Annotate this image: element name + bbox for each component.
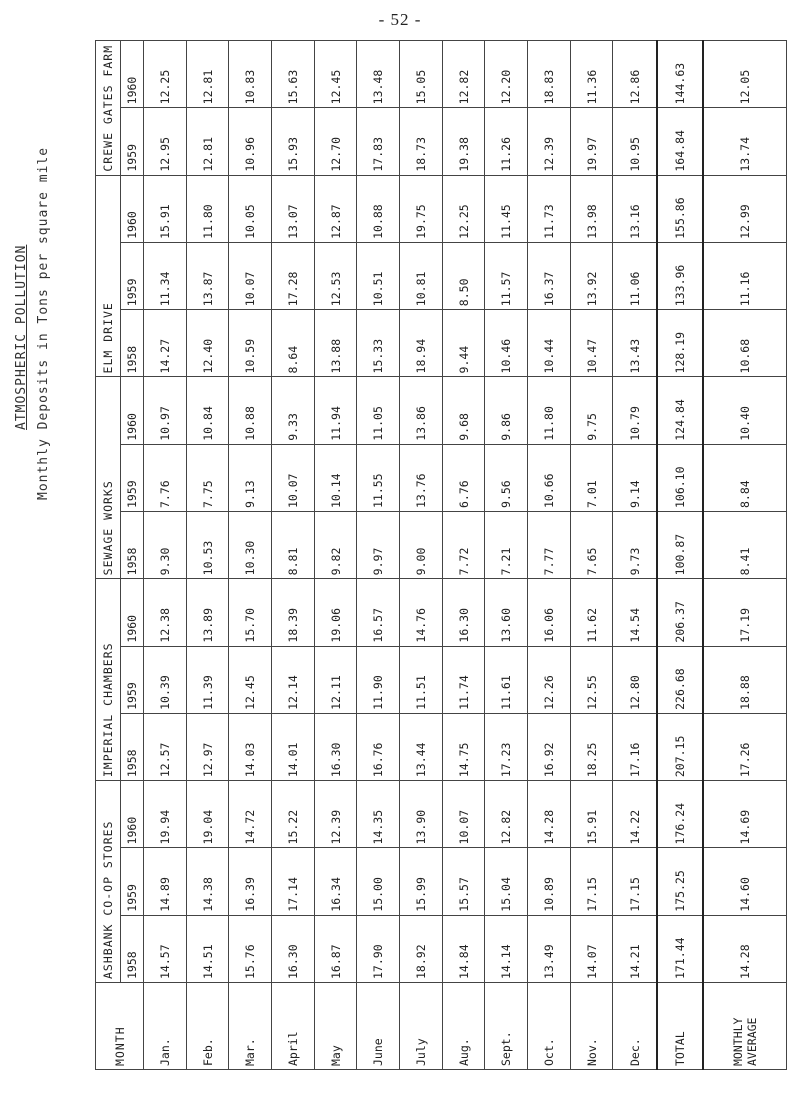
value-cell: 9.68 bbox=[442, 377, 485, 444]
value-cell: 18.83 bbox=[528, 41, 571, 108]
table-row bbox=[186, 41, 229, 1070]
value-cell: 14.14 bbox=[485, 915, 528, 982]
value-cell: 13.87 bbox=[186, 242, 229, 309]
value-cell: 12.55 bbox=[570, 646, 613, 713]
value-cell: 18.73 bbox=[400, 108, 443, 175]
value-cell: 13.90 bbox=[400, 781, 443, 848]
value-cell: 12.39 bbox=[314, 781, 357, 848]
value-cell: 14.89 bbox=[144, 848, 187, 915]
value-cell: 17.83 bbox=[357, 108, 400, 175]
value-cell: 11.26 bbox=[485, 108, 528, 175]
group-header-imperial: IMPERIAL CHAMBERS bbox=[96, 579, 121, 781]
value-cell: 16.34 bbox=[314, 848, 357, 915]
average-row-value: 14.69 bbox=[703, 781, 787, 848]
value-cell: 18.92 bbox=[400, 915, 443, 982]
average-row-value: 14.60 bbox=[703, 848, 787, 915]
value-cell: 11.94 bbox=[314, 377, 357, 444]
value-cell: 12.82 bbox=[442, 41, 485, 108]
month-cell: Nov. bbox=[570, 983, 613, 1070]
value-cell: 16.06 bbox=[528, 579, 571, 646]
value-cell: 12.11 bbox=[314, 646, 357, 713]
value-cell: 13.49 bbox=[528, 915, 571, 982]
value-cell: 9.30 bbox=[144, 512, 187, 579]
month-cell: July bbox=[400, 983, 443, 1070]
value-cell: 19.06 bbox=[314, 579, 357, 646]
total-row-value: 164.84 bbox=[657, 108, 703, 175]
value-cell: 13.60 bbox=[485, 579, 528, 646]
value-cell: 13.48 bbox=[357, 41, 400, 108]
value-cell: 14.76 bbox=[400, 579, 443, 646]
value-cell: 9.13 bbox=[229, 444, 272, 511]
value-cell: 10.47 bbox=[570, 310, 613, 377]
value-cell: 13.76 bbox=[400, 444, 443, 511]
value-cell: 12.53 bbox=[314, 242, 357, 309]
value-cell: 9.73 bbox=[613, 512, 657, 579]
value-cell: 13.92 bbox=[570, 242, 613, 309]
table-row bbox=[400, 41, 443, 1070]
value-cell: 6.76 bbox=[442, 444, 485, 511]
total-row-value: 100.87 bbox=[657, 512, 703, 579]
table-row bbox=[528, 41, 571, 1070]
month-cell: Feb. bbox=[186, 983, 229, 1070]
value-cell: 15.63 bbox=[272, 41, 315, 108]
total-row-value: 128.19 bbox=[657, 310, 703, 377]
value-cell: 19.94 bbox=[144, 781, 187, 848]
average-row-value: 17.26 bbox=[703, 713, 787, 780]
year-header: 1959 bbox=[121, 848, 144, 915]
value-cell: 14.07 bbox=[570, 915, 613, 982]
value-cell: 14.28 bbox=[528, 781, 571, 848]
year-header: 1958 bbox=[121, 713, 144, 780]
value-cell: 15.99 bbox=[400, 848, 443, 915]
value-cell: 14.35 bbox=[357, 781, 400, 848]
value-cell: 11.06 bbox=[613, 242, 657, 309]
year-header: 1958 bbox=[121, 512, 144, 579]
value-cell: 8.64 bbox=[272, 310, 315, 377]
group-header-crewe: CREWE GATES FARM bbox=[96, 41, 121, 176]
value-cell: 13.98 bbox=[570, 175, 613, 242]
value-cell: 12.25 bbox=[144, 41, 187, 108]
value-cell: 10.89 bbox=[528, 848, 571, 915]
total-row bbox=[657, 41, 703, 1070]
value-cell: 8.81 bbox=[272, 512, 315, 579]
value-cell: 16.30 bbox=[272, 915, 315, 982]
table-body bbox=[144, 41, 787, 1070]
value-cell: 10.79 bbox=[613, 377, 657, 444]
average-row-value: 8.41 bbox=[703, 512, 787, 579]
value-cell: 16.37 bbox=[528, 242, 571, 309]
value-cell: 14.51 bbox=[186, 915, 229, 982]
total-row-label: TOTAL bbox=[657, 983, 703, 1070]
month-cell: June bbox=[357, 983, 400, 1070]
value-cell: 11.36 bbox=[570, 41, 613, 108]
value-cell: 9.14 bbox=[613, 444, 657, 511]
month-cell: May bbox=[314, 983, 357, 1070]
value-cell: 10.84 bbox=[186, 377, 229, 444]
value-cell: 16.87 bbox=[314, 915, 357, 982]
value-cell: 19.38 bbox=[442, 108, 485, 175]
year-header: 1960 bbox=[121, 377, 144, 444]
value-cell: 19.75 bbox=[400, 175, 443, 242]
value-cell: 12.82 bbox=[485, 781, 528, 848]
value-cell: 15.04 bbox=[485, 848, 528, 915]
value-cell: 10.14 bbox=[314, 444, 357, 511]
value-cell: 19.97 bbox=[570, 108, 613, 175]
value-cell: 17.23 bbox=[485, 713, 528, 780]
value-cell: 10.30 bbox=[229, 512, 272, 579]
total-row-value: 176.24 bbox=[657, 781, 703, 848]
month-cell: Aug. bbox=[442, 983, 485, 1070]
group-header-elm: ELM DRIVE bbox=[96, 175, 121, 377]
value-cell: 11.57 bbox=[485, 242, 528, 309]
value-cell: 15.57 bbox=[442, 848, 485, 915]
value-cell: 10.05 bbox=[229, 175, 272, 242]
value-cell: 9.82 bbox=[314, 512, 357, 579]
deposits-table bbox=[95, 40, 787, 1070]
value-cell: 7.65 bbox=[570, 512, 613, 579]
year-header: 1959 bbox=[121, 242, 144, 309]
value-cell: 10.07 bbox=[442, 781, 485, 848]
value-cell: 17.15 bbox=[570, 848, 613, 915]
value-cell: 12.81 bbox=[186, 41, 229, 108]
value-cell: 11.90 bbox=[357, 646, 400, 713]
value-cell: 16.57 bbox=[357, 579, 400, 646]
value-cell: 9.75 bbox=[570, 377, 613, 444]
value-cell: 11.74 bbox=[442, 646, 485, 713]
value-cell: 15.91 bbox=[570, 781, 613, 848]
value-cell: 16.92 bbox=[528, 713, 571, 780]
table-row bbox=[570, 41, 613, 1070]
value-cell: 12.14 bbox=[272, 646, 315, 713]
value-cell: 10.88 bbox=[357, 175, 400, 242]
value-cell: 15.70 bbox=[229, 579, 272, 646]
value-cell: 14.72 bbox=[229, 781, 272, 848]
total-row-value: 207.15 bbox=[657, 713, 703, 780]
average-row-value: 12.99 bbox=[703, 175, 787, 242]
value-cell: 14.84 bbox=[442, 915, 485, 982]
year-header: 1958 bbox=[121, 915, 144, 982]
value-cell: 11.51 bbox=[400, 646, 443, 713]
value-cell: 11.80 bbox=[186, 175, 229, 242]
average-row-value: 8.84 bbox=[703, 444, 787, 511]
value-cell: 17.28 bbox=[272, 242, 315, 309]
value-cell: 13.88 bbox=[314, 310, 357, 377]
total-row-value: 175.25 bbox=[657, 848, 703, 915]
value-cell: 11.55 bbox=[357, 444, 400, 511]
value-cell: 7.77 bbox=[528, 512, 571, 579]
value-cell: 9.00 bbox=[400, 512, 443, 579]
value-cell: 7.01 bbox=[570, 444, 613, 511]
month-cell: April bbox=[272, 983, 315, 1070]
table-row bbox=[314, 41, 357, 1070]
year-header: 1959 bbox=[121, 444, 144, 511]
month-cell: Oct. bbox=[528, 983, 571, 1070]
average-row-label: MONTHLY AVERAGE bbox=[703, 983, 787, 1070]
value-cell: 13.07 bbox=[272, 175, 315, 242]
value-cell: 9.44 bbox=[442, 310, 485, 377]
value-cell: 16.39 bbox=[229, 848, 272, 915]
value-cell: 10.59 bbox=[229, 310, 272, 377]
value-cell: 12.25 bbox=[442, 175, 485, 242]
value-cell: 15.76 bbox=[229, 915, 272, 982]
average-row bbox=[703, 41, 787, 1070]
year-header: 1959 bbox=[121, 108, 144, 175]
value-cell: 15.22 bbox=[272, 781, 315, 848]
average-row-value: 10.68 bbox=[703, 310, 787, 377]
side-titles bbox=[10, 0, 80, 1100]
value-cell: 16.30 bbox=[442, 579, 485, 646]
average-row-value: 18.88 bbox=[703, 646, 787, 713]
table-row bbox=[357, 41, 400, 1070]
value-cell: 12.45 bbox=[229, 646, 272, 713]
total-row-value: 133.96 bbox=[657, 242, 703, 309]
value-cell: 10.07 bbox=[229, 242, 272, 309]
value-cell: 10.39 bbox=[144, 646, 187, 713]
year-header: 1958 bbox=[121, 310, 144, 377]
value-cell: 10.96 bbox=[229, 108, 272, 175]
average-row-value: 10.40 bbox=[703, 377, 787, 444]
value-cell: 14.03 bbox=[229, 713, 272, 780]
value-cell: 14.54 bbox=[613, 579, 657, 646]
value-cell: 7.76 bbox=[144, 444, 187, 511]
value-cell: 12.80 bbox=[613, 646, 657, 713]
average-row-value: 17.19 bbox=[703, 579, 787, 646]
value-cell: 12.20 bbox=[485, 41, 528, 108]
total-row-value: 226.68 bbox=[657, 646, 703, 713]
year-header: 1960 bbox=[121, 781, 144, 848]
group-header-sewage: SEWAGE WORKS bbox=[96, 377, 121, 579]
value-cell: 15.00 bbox=[357, 848, 400, 915]
value-cell: 17.15 bbox=[613, 848, 657, 915]
value-cell: 7.72 bbox=[442, 512, 485, 579]
page-number: - 52 - bbox=[378, 10, 422, 29]
total-row-value: 155.86 bbox=[657, 175, 703, 242]
value-cell: 10.81 bbox=[400, 242, 443, 309]
value-cell: 15.91 bbox=[144, 175, 187, 242]
year-header: 1960 bbox=[121, 175, 144, 242]
group-header-ashbank: ASHBANK CO-OP STORES bbox=[96, 781, 121, 983]
value-cell: 15.33 bbox=[357, 310, 400, 377]
value-cell: 18.39 bbox=[272, 579, 315, 646]
value-cell: 12.26 bbox=[528, 646, 571, 713]
month-cell: Jan. bbox=[144, 983, 187, 1070]
value-cell: 14.21 bbox=[613, 915, 657, 982]
document-title: ATMOSPHERIC POLLUTION bbox=[14, 244, 29, 430]
value-cell: 10.44 bbox=[528, 310, 571, 377]
total-row-value: 171.44 bbox=[657, 915, 703, 982]
value-cell: 12.70 bbox=[314, 108, 357, 175]
value-cell: 14.22 bbox=[613, 781, 657, 848]
value-cell: 14.01 bbox=[272, 713, 315, 780]
table-row bbox=[144, 41, 187, 1070]
value-cell: 11.62 bbox=[570, 579, 613, 646]
average-row-value: 11.16 bbox=[703, 242, 787, 309]
year-header: 1960 bbox=[121, 41, 144, 108]
total-row-value: 206.37 bbox=[657, 579, 703, 646]
value-cell: 9.86 bbox=[485, 377, 528, 444]
value-cell: 12.39 bbox=[528, 108, 571, 175]
month-header: MONTH bbox=[96, 983, 144, 1070]
value-cell: 11.61 bbox=[485, 646, 528, 713]
value-cell: 10.51 bbox=[357, 242, 400, 309]
total-row-value: 144.63 bbox=[657, 41, 703, 108]
value-cell: 10.46 bbox=[485, 310, 528, 377]
value-cell: 10.83 bbox=[229, 41, 272, 108]
value-cell: 13.16 bbox=[613, 175, 657, 242]
value-cell: 12.57 bbox=[144, 713, 187, 780]
value-cell: 19.04 bbox=[186, 781, 229, 848]
value-cell: 10.66 bbox=[528, 444, 571, 511]
value-cell: 11.73 bbox=[528, 175, 571, 242]
value-cell: 7.21 bbox=[485, 512, 528, 579]
value-cell: 11.05 bbox=[357, 377, 400, 444]
value-cell: 18.94 bbox=[400, 310, 443, 377]
value-cell: 10.07 bbox=[272, 444, 315, 511]
value-cell: 13.44 bbox=[400, 713, 443, 780]
value-cell: 18.25 bbox=[570, 713, 613, 780]
value-cell: 9.56 bbox=[485, 444, 528, 511]
value-cell: 10.95 bbox=[613, 108, 657, 175]
year-header: 1960 bbox=[121, 579, 144, 646]
value-cell: 15.05 bbox=[400, 41, 443, 108]
month-cell: Sept. bbox=[485, 983, 528, 1070]
value-cell: 10.97 bbox=[144, 377, 187, 444]
value-cell: 13.86 bbox=[400, 377, 443, 444]
average-row-value: 14.28 bbox=[703, 915, 787, 982]
value-cell: 16.76 bbox=[357, 713, 400, 780]
value-cell: 17.14 bbox=[272, 848, 315, 915]
value-cell: 10.88 bbox=[229, 377, 272, 444]
document-subtitle: Monthly Deposits in Tons per square mile bbox=[36, 146, 51, 500]
value-cell: 11.80 bbox=[528, 377, 571, 444]
value-cell: 12.87 bbox=[314, 175, 357, 242]
table-row bbox=[485, 41, 528, 1070]
value-cell: 14.75 bbox=[442, 713, 485, 780]
value-cell: 12.81 bbox=[186, 108, 229, 175]
value-cell: 8.50 bbox=[442, 242, 485, 309]
value-cell: 14.38 bbox=[186, 848, 229, 915]
total-row-value: 124.84 bbox=[657, 377, 703, 444]
value-cell: 9.97 bbox=[357, 512, 400, 579]
value-cell: 7.75 bbox=[186, 444, 229, 511]
year-header: 1959 bbox=[121, 646, 144, 713]
value-cell: 12.97 bbox=[186, 713, 229, 780]
value-cell: 12.95 bbox=[144, 108, 187, 175]
value-cell: 11.45 bbox=[485, 175, 528, 242]
table-row bbox=[613, 41, 657, 1070]
value-cell: 12.86 bbox=[613, 41, 657, 108]
value-cell: 17.16 bbox=[613, 713, 657, 780]
value-cell: 12.40 bbox=[186, 310, 229, 377]
table-row bbox=[442, 41, 485, 1070]
table-row bbox=[229, 41, 272, 1070]
month-cell: Mar. bbox=[229, 983, 272, 1070]
value-cell: 11.34 bbox=[144, 242, 187, 309]
value-cell: 15.93 bbox=[272, 108, 315, 175]
average-row-value: 12.05 bbox=[703, 41, 787, 108]
value-cell: 9.33 bbox=[272, 377, 315, 444]
value-cell: 14.57 bbox=[144, 915, 187, 982]
value-cell: 10.53 bbox=[186, 512, 229, 579]
month-cell: Dec. bbox=[613, 983, 657, 1070]
table-row bbox=[272, 41, 315, 1070]
value-cell: 14.27 bbox=[144, 310, 187, 377]
value-cell: 17.90 bbox=[357, 915, 400, 982]
value-cell: 12.45 bbox=[314, 41, 357, 108]
value-cell: 13.43 bbox=[613, 310, 657, 377]
value-cell: 11.39 bbox=[186, 646, 229, 713]
value-cell: 13.89 bbox=[186, 579, 229, 646]
rotated-table-container bbox=[95, 40, 787, 1070]
average-row-value: 13.74 bbox=[703, 108, 787, 175]
value-cell: 12.38 bbox=[144, 579, 187, 646]
total-row-value: 106.10 bbox=[657, 444, 703, 511]
value-cell: 16.30 bbox=[314, 713, 357, 780]
